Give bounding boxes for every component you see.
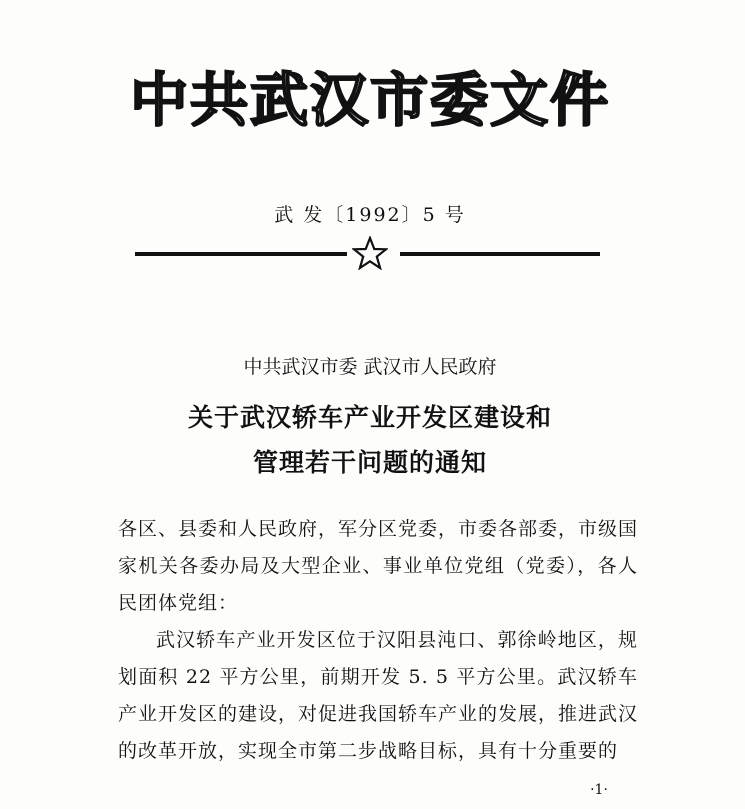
issuing-authorities: 中共武汉市委 武汉市人民政府: [243, 356, 497, 378]
page-number: ·1·: [590, 782, 608, 798]
divider-line-left: [135, 252, 347, 256]
addressee-text: 各区、县委和人民政府，军分区党委，市委各部委，市级国家机关各委办局及大型企业、事业单位党组（党委），各人民团体党组：: [118, 518, 639, 614]
notice-title-line-2: 管理若干问题的通知: [252, 448, 487, 477]
masthead-title: 中共武汉市委文件: [130, 66, 611, 134]
body-paragraph-1: 武汉轿车产业开发区位于汉阳县沌口、郭徐岭地区，规划面积 22 平方公里，前期开发 5. 5 平方公里。武汉轿车产业开发区的建设，对促进我国轿车产业的发展，推进武汉的改革开放，实现全市第二步战略目标，具有十分重要的: [118, 629, 639, 762]
notice-title-line-1: 关于武汉轿车产业开发区建设和: [187, 403, 552, 432]
star-icon: [352, 236, 388, 270]
body-paragraph-block: [118, 622, 638, 770]
document-number: 武 发〔1992〕5 号: [274, 204, 466, 226]
addressee-block: [118, 511, 638, 622]
divider-line-right: [400, 252, 600, 256]
